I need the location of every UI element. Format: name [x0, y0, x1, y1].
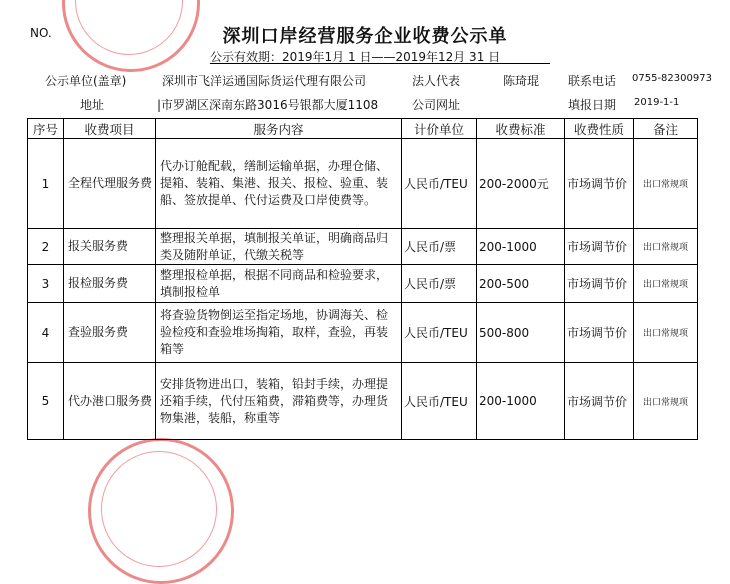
row-content: 将查验货物倒运至指定场地，协调海关、检验检疫和查验堆场掏箱，取样，查验，再装箱等 [156, 303, 402, 363]
row-nature: 市场调节价 [565, 265, 634, 303]
row-content: 代办订舱配载，缮制运输单据，办理仓储、提箱、装箱、集港、报关、报检、验重、装船、签放提单、代付运费及口岸使费等。 [156, 139, 402, 229]
company-seal-bottom [88, 438, 234, 584]
row-content: 整理报关单据，填制报关单证，明确商品归类及随附单证，代缴关税等 [156, 229, 402, 265]
row-remark: 出口常规项 [634, 229, 698, 265]
table-row [28, 303, 698, 363]
unit-label: 公示单位(盖章) [45, 74, 127, 88]
row-nature: 市场调节价 [565, 363, 634, 440]
fill-date-label: 填报日期 [568, 98, 617, 112]
row-item: 报检服务费 [64, 265, 156, 303]
table-row [28, 229, 698, 265]
row-item: 报关服务费 [64, 229, 156, 265]
row-no: 2 [28, 229, 64, 265]
row-unit: 人民币/票 [402, 265, 477, 303]
row-item: 全程代理服务费 [64, 139, 156, 229]
table-header-row [28, 119, 698, 139]
header-no: 序号 [28, 119, 64, 139]
page-title: 深圳口岸经营服务企业收费公示单 [222, 26, 508, 47]
row-unit: 人民币/TEU [402, 139, 477, 229]
row-no: 3 [28, 265, 64, 303]
row-item: 查验服务费 [64, 303, 156, 363]
legal-rep-label: 法人代表 [412, 74, 461, 88]
address-value: |市罗湖区深南东路3016号银都大厦1108 [157, 98, 379, 112]
row-content: 整理报检单据，根据不同商品和检验要求，填制报检单 [156, 265, 402, 303]
validity-underline [210, 63, 550, 64]
row-no: 1 [28, 139, 64, 229]
row-unit: 人民币/TEU [402, 363, 477, 440]
unit-value: 深圳市飞洋运通国际货运代理有限公司 [162, 74, 367, 88]
header-nature: 收费性质 [565, 119, 634, 139]
row-standard: 200-1000 [477, 363, 565, 440]
row-standard: 200-2000元 [477, 139, 565, 229]
fill-date-value: 2019-1-1 [634, 97, 680, 108]
phone-value: 0755-82300973 [632, 73, 712, 84]
row-item: 代办港口服务费 [64, 363, 156, 440]
row-standard: 200-500 [477, 265, 565, 303]
row-unit: 人民币/TEU [402, 303, 477, 363]
header-remark: 备注 [634, 119, 698, 139]
row-content: 安排货物进出口，装箱，铅封手续，办理提还箱手续，代付压箱费，滞箱费等，办理货物集港，装船，称重等 [156, 363, 402, 440]
row-nature: 市场调节价 [565, 303, 634, 363]
validity-period: 公示有效期：2019年1月 1 日——2019年12月 31 日 [210, 50, 501, 64]
phone-label: 联系电话 [568, 74, 617, 88]
row-standard: 500-800 [477, 303, 565, 363]
header-unit: 计价单位 [402, 119, 477, 139]
table-row [28, 265, 698, 303]
row-remark: 出口常规项 [634, 363, 698, 440]
fee-table [27, 118, 698, 440]
row-standard: 200-1000 [477, 229, 565, 265]
row-remark: 出口常规项 [634, 265, 698, 303]
header-standard: 收费标准 [477, 119, 565, 139]
website-label: 公司网址 [412, 98, 461, 112]
table-row [28, 139, 698, 229]
table-row [28, 363, 698, 440]
address-label: 地址 [80, 98, 105, 112]
row-nature: 市场调节价 [565, 229, 634, 265]
header-content: 服务内容 [156, 119, 402, 139]
row-unit: 人民币/票 [402, 229, 477, 265]
legal-rep-value: 陈琦琨 [503, 74, 540, 88]
row-no: 4 [28, 303, 64, 363]
row-remark: 出口常规项 [634, 303, 698, 363]
document-number: NO. [30, 26, 52, 40]
row-remark: 出口常规项 [634, 139, 698, 229]
header-item: 收费项目 [64, 119, 156, 139]
row-no: 5 [28, 363, 64, 440]
row-nature: 市场调节价 [565, 139, 634, 229]
